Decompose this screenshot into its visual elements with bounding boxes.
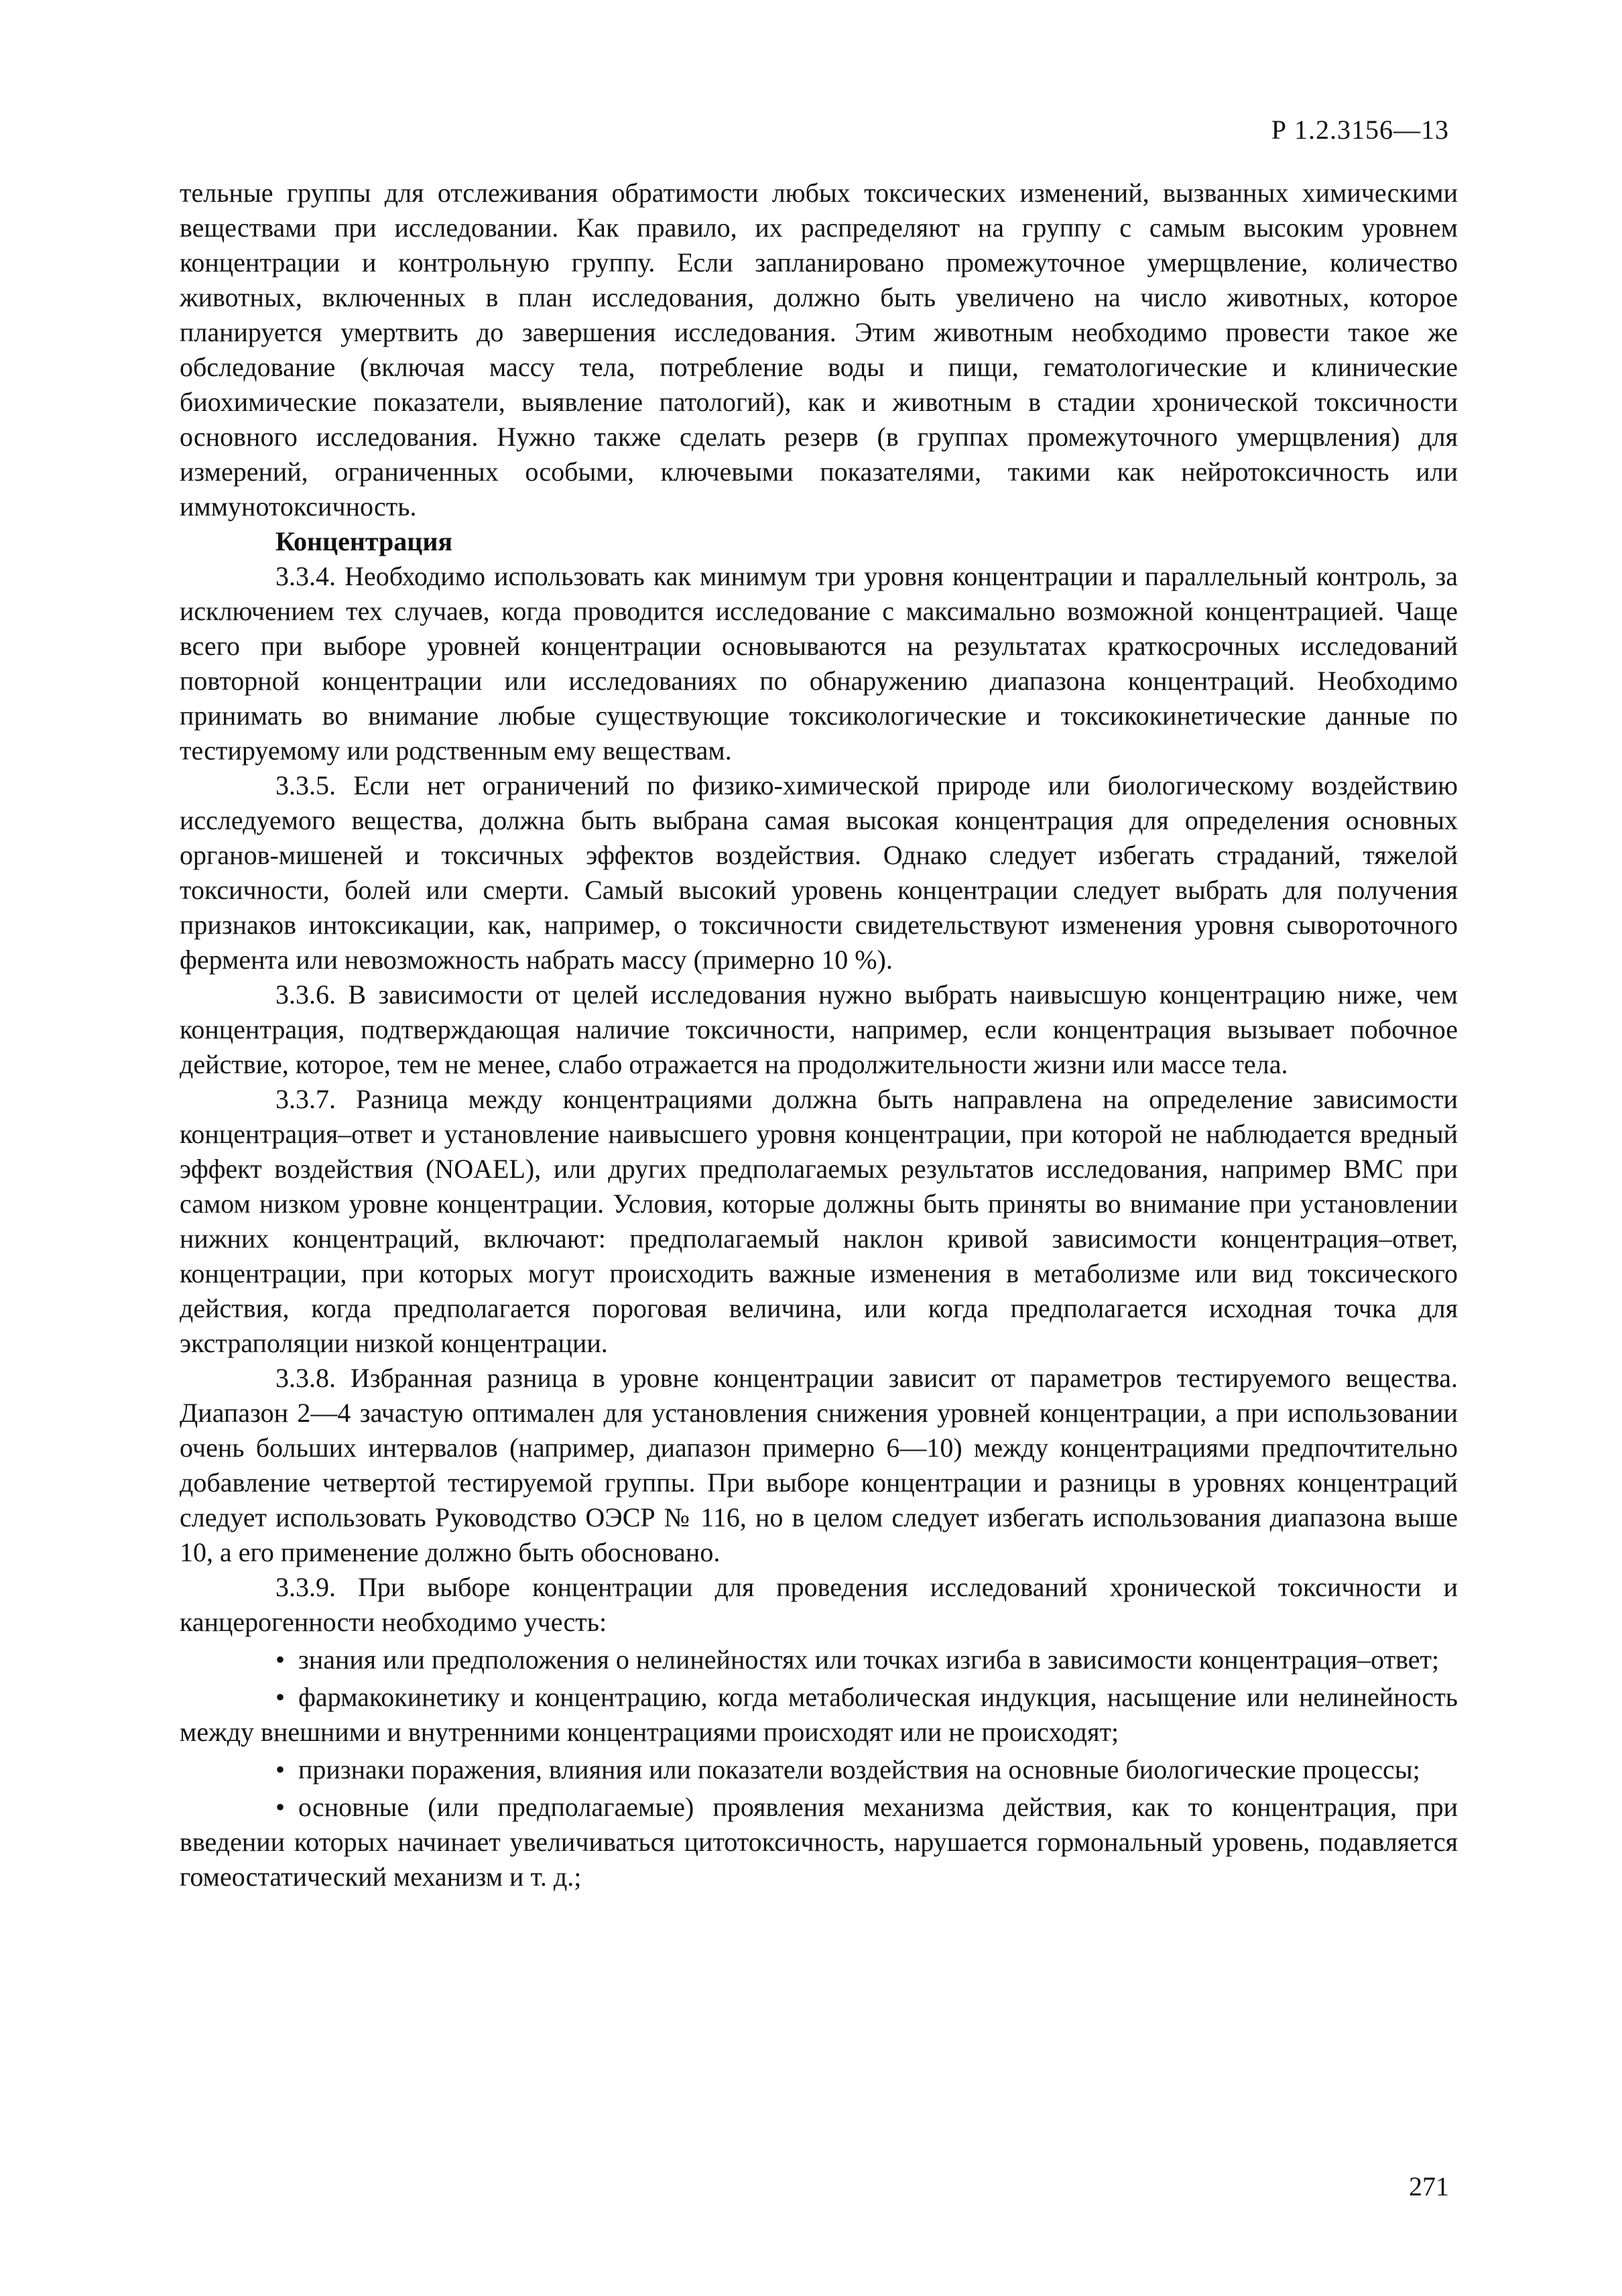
bullet-icon: [275, 1790, 298, 1825]
page-number: 271: [1409, 2171, 1449, 2201]
document-code: Р 1.2.3156—13: [1271, 115, 1449, 145]
bullet-item: [180, 1790, 1458, 1894]
bullet-text: основные (или предполагаемые) проявления механизма действия, как то концентрация, при введении которых начинает увеличиваться цитотоксичность, нарушается гормональный уровень, подавляется гомеостатический механизм и т. д.;: [180, 1792, 1458, 1892]
bullet-item: [180, 1642, 1458, 1677]
paragraph-3-3-8: 3.3.8. Избранная разница в уровне концентрации зависит от параметров тестируемого вещества. Диапазон 2—4 зачастую оптимален для установления снижения уровней концентрации, а при использовании очень больших интервалов (например, диапазон примерно 6—10) между концентрациями предпочтительно добавление четвертой тестируемой группы. При выборе концентрации и разницы в уровнях концентраций следует использовать Руководство ОЭСР № 116, но в целом следует избегать использования диапазона выше 10, а его применение должно быть обосновано.: [180, 1363, 1458, 1567]
bullet-icon: [275, 1752, 298, 1787]
bullet-text: признаки поражения, влияния или показатели воздействия на основные биологические процессы;: [298, 1754, 1420, 1785]
section-heading: Концентрация: [275, 526, 453, 556]
paragraph-3-3-5: 3.3.5. Если нет ограничений по физико-химической природе или биологическому воздействию исследуемого вещества, должна быть выбрана самая высокая концентрация для определения основных органов-мишеней и токсичных эффектов воздействия. Однако следует избегать страданий, тяжелой токсичности, болей или смерти. Самый высокий уровень концентрации следует выбрать для получения признаков интоксикации, как, например, о токсичности свидетельствуют изменения уровня сывороточного фермента или невозможность набрать массу (примерно 10 %).: [180, 770, 1458, 975]
bullet-list: [180, 1642, 1458, 1894]
bullet-icon: [275, 1680, 298, 1715]
paragraph-3-3-4: 3.3.4. Необходимо использовать как минимум три уровня концентрации и параллельный контроль, за исключением тех случаев, когда проводится исследование с максимально возможной концентрацией. Чаще всего при выборе уровней концентрации основываются на результатах краткосрочных исследований повторной концентрации или исследованиях по обнаружению диапазона концентраций. Необходимо принимать во внимание любые существующие токсикологические и токсикокинетические данные по тестируемому или родственным ему веществам.: [180, 561, 1458, 766]
paragraph-3-3-6: 3.3.6. В зависимости от целей исследования нужно выбрать наивысшую концентрацию ниже, чем концентрация, подтверждающая наличие токсичности, например, если концентрация вызывает побочное действие, которое, тем не менее, слабо отражается на продолжительности жизни или массе тела.: [180, 979, 1458, 1079]
intro-paragraph: тельные группы для отслеживания обратимости любых токсических изменений, вызванных химическими веществами при исследовании. Как правило, их распределяют на группу с самым высоким уровнем концентрации и контрольную группу. Если запланировано промежуточное умерщвление, количество животных, включенных в план исследования, должно быть увеличено на число животных, которое планируется умертвить до завершения исследования. Этим животным необходимо провести такое же обследование (включая массу тела, потребление воды и пищи, гематологические и клинические биохимические показатели, выявление патологий), как и животным в стадии хронической токсичности основного исследования. Нужно также сделать резерв (в группах промежуточного умерщвления) для измерений, ограниченных особыми, ключевыми показателями, такими как нейротоксичность или иммунотоксичность.: [180, 178, 1458, 522]
bullet-icon: [275, 1642, 298, 1677]
bullet-item: [180, 1680, 1458, 1750]
paragraph-3-3-9: 3.3.9. При выборе концентрации для проведения исследований хронической токсичности и канцерогенности необходимо учесть:: [180, 1572, 1458, 1637]
bullet-item: [180, 1752, 1458, 1787]
document-body: [180, 176, 1458, 1894]
bullet-text: знания или предположения о нелинейностях или точках изгиба в зависимости концентрация–ответ;: [298, 1644, 1440, 1675]
bullet-text: фармакокинетику и концентрацию, когда метаболическая индукция, насыщение или нелинейность между внешними и внутренними концентрациями происходят или не происходят;: [180, 1682, 1458, 1747]
paragraph-3-3-7: 3.3.7. Разница между концентрациями должна быть направлена на определение зависимости концентрация–ответ и установление наивысшего уровня концентрации, при которой не наблюдается вредный эффект воздействия (NOAEL), или других предполагаемых результатов исследования, например ВМС при самом низком уровне концентрации. Условия, которые должны быть приняты во внимание при установлении нижних концентраций, включают: предполагаемый наклон кривой зависимости концентрация–ответ, концентрации, при которых могут происходить важные изменения в метаболизме или вид токсического действия, когда предполагается пороговая величина, или когда предполагается исходная точка для экстраполяции низкой концентрации.: [180, 1084, 1458, 1358]
